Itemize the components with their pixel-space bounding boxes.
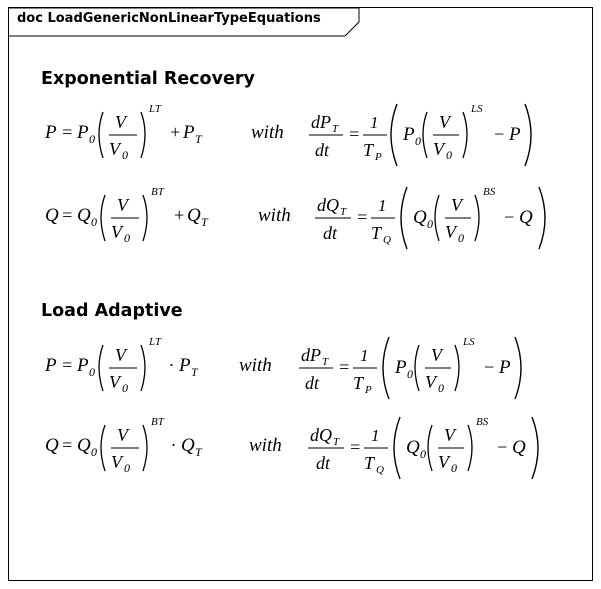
svg-text:=: = — [61, 435, 74, 455]
svg-text:V: V — [431, 345, 442, 365]
svg-text:V: V — [439, 112, 450, 132]
svg-text:Q: Q — [383, 234, 391, 246]
svg-text:V: V — [444, 425, 455, 445]
svg-text:·: · — [171, 435, 176, 455]
svg-text:V: V — [109, 372, 120, 392]
svg-text:V: V — [451, 195, 462, 215]
svg-text:LT: LT — [149, 336, 162, 348]
svg-text:V: V — [117, 195, 128, 215]
svg-text:P: P — [365, 384, 372, 396]
svg-text:dQ: dQ — [317, 195, 339, 215]
svg-text:V: V — [115, 112, 126, 132]
svg-text:BS: BS — [476, 416, 489, 428]
svg-text:BS: BS — [483, 186, 496, 198]
svg-text:+: + — [169, 122, 182, 142]
svg-text:0: 0 — [438, 381, 444, 395]
svg-text:V: V — [425, 372, 436, 392]
svg-text:0: 0 — [451, 461, 457, 475]
svg-text:0: 0 — [446, 148, 452, 162]
svg-text:dt: dt — [316, 453, 331, 473]
svg-text:T: T — [195, 132, 202, 146]
svg-text:T: T — [191, 365, 198, 379]
svg-text:Q: Q — [45, 205, 59, 226]
svg-text:−: − — [493, 124, 506, 144]
svg-text:0: 0 — [124, 461, 130, 475]
svg-text:T: T — [322, 356, 329, 368]
svg-text:0: 0 — [89, 132, 95, 146]
svg-text:0: 0 — [124, 231, 130, 245]
svg-text:Q: Q — [77, 435, 91, 456]
svg-text:0: 0 — [407, 367, 413, 381]
svg-text:Q: Q — [406, 437, 420, 458]
svg-text:0: 0 — [91, 215, 97, 229]
with-word: with — [258, 205, 291, 226]
svg-text:LS: LS — [471, 103, 483, 115]
with-word: with — [239, 355, 272, 376]
svg-text:=: = — [348, 124, 361, 144]
section-title-exponential-recovery: Exponential Recovery — [41, 69, 255, 89]
svg-text:−: − — [483, 357, 496, 377]
svg-text:Q: Q — [187, 205, 201, 226]
svg-text:T: T — [371, 223, 382, 243]
svg-text:V: V — [117, 425, 128, 445]
svg-text:Q: Q — [181, 435, 195, 456]
svg-text:Q: Q — [519, 207, 533, 228]
svg-text:Q: Q — [45, 435, 59, 456]
svg-text:T: T — [195, 445, 202, 459]
svg-text:T: T — [363, 140, 374, 160]
equation-p-adaptive — [44, 336, 521, 399]
svg-text:dP: dP — [311, 112, 331, 132]
svg-text:LT: LT — [149, 103, 162, 115]
svg-text:Q: Q — [77, 205, 91, 226]
svg-text:P: P — [179, 355, 191, 376]
svg-text:=: = — [61, 205, 74, 225]
svg-text:dt: dt — [323, 223, 338, 243]
svg-text:T: T — [353, 373, 364, 393]
svg-text:=: = — [61, 122, 74, 142]
svg-text:P: P — [77, 355, 89, 376]
svg-text:0: 0 — [122, 148, 128, 162]
svg-text:P: P — [403, 124, 415, 145]
svg-text:T: T — [340, 206, 347, 218]
svg-text:BT: BT — [151, 186, 164, 198]
svg-text:P: P — [183, 122, 195, 143]
svg-text:P: P — [375, 151, 382, 163]
diagram-frame — [8, 7, 593, 581]
svg-text:P: P — [45, 355, 57, 376]
svg-text:V: V — [109, 139, 120, 159]
svg-text:1: 1 — [360, 346, 369, 365]
svg-text:P: P — [499, 357, 511, 378]
svg-text:V: V — [445, 222, 456, 242]
svg-text:V: V — [115, 345, 126, 365]
section-title-load-adaptive: Load Adaptive — [41, 301, 183, 321]
with-word: with — [251, 122, 284, 143]
svg-text:=: = — [356, 207, 369, 227]
svg-text:Q: Q — [376, 464, 384, 476]
svg-text:1: 1 — [370, 113, 379, 132]
svg-text:P: P — [45, 122, 57, 143]
svg-text:LS: LS — [463, 336, 475, 348]
svg-text:P: P — [77, 122, 89, 143]
svg-text:−: − — [496, 437, 509, 457]
svg-text:dt: dt — [305, 373, 320, 393]
svg-text:T: T — [333, 436, 340, 448]
equation-q-adaptive — [45, 416, 538, 479]
svg-text:V: V — [433, 139, 444, 159]
svg-text:T: T — [201, 215, 208, 229]
svg-text:1: 1 — [378, 196, 387, 215]
svg-text:Q: Q — [512, 437, 526, 458]
svg-text:−: − — [503, 207, 516, 227]
svg-text:0: 0 — [122, 381, 128, 395]
svg-text:dP: dP — [301, 345, 321, 365]
svg-text:Q: Q — [413, 207, 427, 228]
equation-p-exponential — [44, 103, 531, 166]
svg-text:0: 0 — [427, 217, 433, 231]
svg-text:P: P — [395, 357, 407, 378]
svg-text:0: 0 — [420, 447, 426, 461]
svg-text:V: V — [111, 452, 122, 472]
svg-text:V: V — [438, 452, 449, 472]
svg-text:T: T — [364, 453, 375, 473]
svg-text:0: 0 — [89, 365, 95, 379]
equation-q-exponential — [45, 186, 545, 249]
svg-text:=: = — [61, 355, 74, 375]
svg-text:0: 0 — [458, 231, 464, 245]
svg-text:dQ: dQ — [310, 425, 332, 445]
frame-title: doc LoadGenericNonLinearTypeEquations — [17, 11, 321, 26]
svg-text:+: + — [173, 205, 186, 225]
svg-text:BT: BT — [151, 416, 164, 428]
equations-canvas — [9, 8, 594, 582]
svg-text:P: P — [509, 124, 521, 145]
with-word: with — [249, 435, 282, 456]
svg-text:dt: dt — [315, 140, 330, 160]
svg-text:=: = — [338, 357, 351, 377]
svg-text:·: · — [169, 355, 174, 375]
svg-text:0: 0 — [415, 134, 421, 148]
svg-text:V: V — [111, 222, 122, 242]
svg-text:=: = — [349, 437, 362, 457]
svg-text:1: 1 — [371, 426, 380, 445]
svg-text:0: 0 — [91, 445, 97, 459]
svg-text:T: T — [332, 123, 339, 135]
